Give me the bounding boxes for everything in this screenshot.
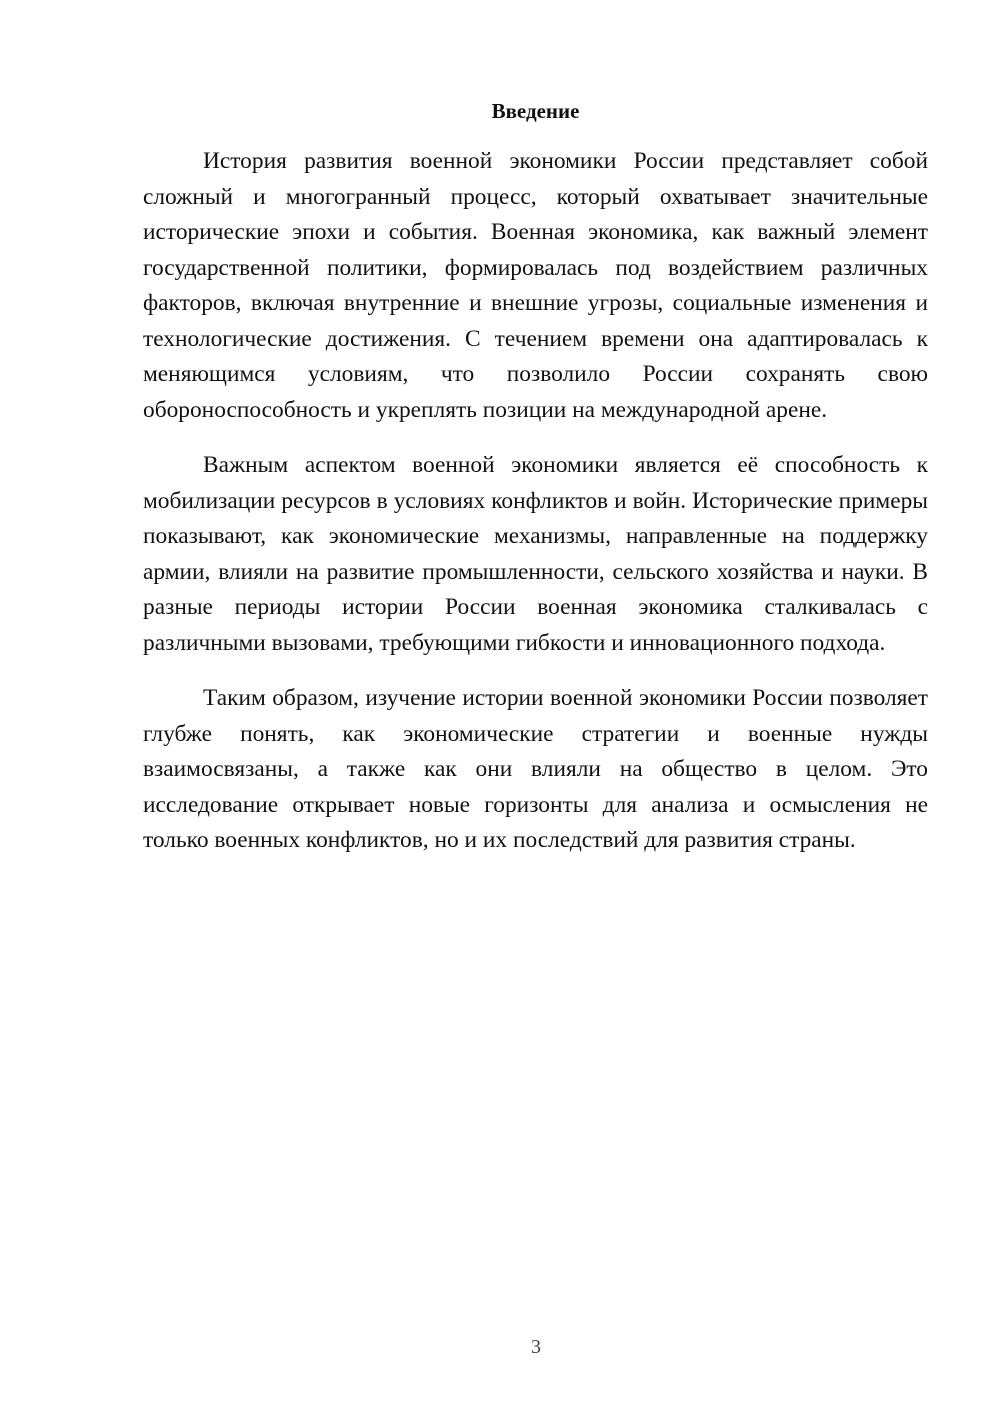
page-content (143, 96, 928, 859)
section-title: Введение (491, 99, 580, 123)
paragraph-1: История развития военной экономики России представляет собой сложный и многогранный процесс, который охватывает значительные исторические эпохи и события. Военная экономика, как важный элемент государственной политики, формировалась под воздействием различных факторов, включая внутренние и внешние угрозы, социальные изменения и технологические достижения. С течением времени она адаптировалась к меняющимся условиям, что позволило России сохранять свою обороноспособность и укреплять позиции на международной арене. (143, 148, 928, 423)
paragraph-2: Важным аспектом военной экономики является её способность к мобилизации ресурсов в условиях конфликтов и войн. Исторические примеры показывают, как экономические механизмы, направленные на поддержку армии, влияли на развитие промышленности, сельского хозяйства и науки. В разные периоды истории России военная экономика сталкивалась с различными вызовами, требующими гибкости и инновационного подхода. (143, 452, 928, 656)
page-number: 3 (531, 1336, 541, 1358)
paragraph-3: Таким образом, изучение истории военной экономики России позволяет глубже понять, как экономические стратегии и военные нужды взаимосвязаны, а также как они влияли на общество в целом. Это исследование открывает новые горизонты для анализа и осмысления не только военных конфликтов, но и их последствий для развития страны. (143, 685, 928, 853)
